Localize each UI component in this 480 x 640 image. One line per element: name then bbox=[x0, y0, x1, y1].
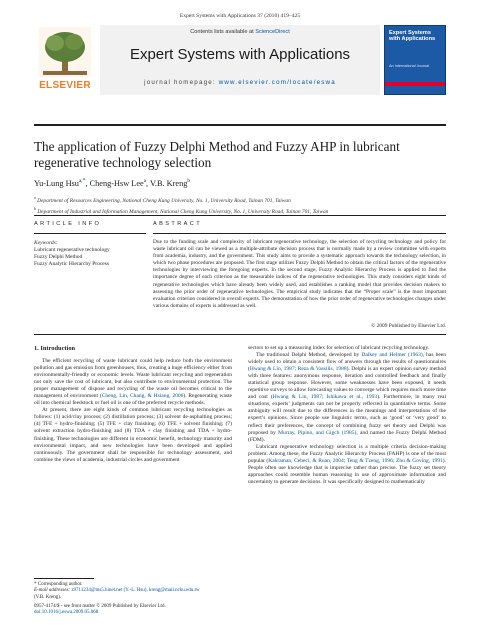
affiliations bbox=[34, 194, 446, 216]
contents-line bbox=[100, 29, 380, 35]
affiliation-text: Department of Resources Engineering, National Cheng Kung University, No. 1, University Road, Tainan 701, Taiwan bbox=[37, 197, 291, 204]
masthead-banner bbox=[100, 25, 380, 95]
cover-title: Expert Systems with Applications bbox=[389, 30, 436, 43]
body-column-right bbox=[248, 345, 446, 486]
homepage-prefix: journal homepage: bbox=[144, 79, 219, 86]
author-affiliation-mark: a bbox=[143, 179, 146, 184]
journal-cover-thumbnail[interactable] bbox=[384, 25, 446, 95]
text-run: , has been widely used to obtain a consistent flow of answers through the results of questionnaires ( bbox=[248, 352, 446, 373]
abstract-text: Due to the funding scale and complexity of lubricant regenerative technology, the selection of recycling technology and policy for waste lubricant oil can be viewed as a multiple-attribute decision process that is normally made by a review committee with experts from academia, industry, and the government. This study aims to provide a systematic approach towards the technology selection, in which two phase procedures are proposed. The first stage utilizes Fuzzy Delphi Method to obtain the critical factors of the regenerative technologies by interviewing the foregoing experts. In the second stage, Fuzzy Analytic Hierarchy Process is applied to find the importance degree of each criterion as the measurable indices of the regenerative technologies. This study considers eight kinds of regenerative technologies which have already been widely used, and establishes a ranking model that provides decision makers to assessing the prior order of regenerative technologies. The empirical study indicates that the “Proper scale” is the most important evaluation criterion considered in overall experts. The demonstration of how the prior order of regenerative technologies changes under various domains of experts is addressed as well. bbox=[153, 239, 446, 309]
keyword-item[interactable]: Fuzzy Analytic Hierarchy Process bbox=[34, 261, 109, 267]
cover-stripe bbox=[385, 82, 446, 86]
body-paragraph bbox=[248, 352, 446, 444]
affiliation-line bbox=[34, 205, 446, 216]
affiliation-mark: b bbox=[34, 205, 36, 211]
citation-link[interactable]: Kahraman, Cebeci, & Ruan, 2004; Teng & Tzeng, 1996; Zhu & Goving, 1991 bbox=[268, 457, 443, 464]
email-links[interactable]: z9711234@ms5.hinet.net (Y.-L. Hsu), kreng@mail.ncku.edu.tw bbox=[71, 588, 200, 594]
abstract-rule bbox=[153, 233, 446, 234]
body-paragraph bbox=[248, 444, 446, 486]
abstract-bottom-rule bbox=[34, 334, 446, 335]
keyword-item[interactable]: Fuzzy Delphi Method bbox=[34, 254, 83, 260]
author-affiliation-mark: b bbox=[187, 179, 190, 184]
author-separator: , bbox=[85, 178, 90, 188]
issn-line: 0957-4174/$ - see front matter © 2009 Published by Elsevier Ltd. bbox=[34, 604, 166, 609]
corresponding-author-footnote bbox=[34, 582, 232, 601]
issn-block bbox=[34, 604, 254, 617]
header-rule bbox=[34, 215, 446, 216]
affiliation-text: Department of Industrial and Information Management, National Cheng Kung University, No. 1, University Road, Tainan 701, Taiwan bbox=[37, 208, 329, 215]
keywords-block bbox=[34, 240, 146, 268]
text-run: The efficient recycling of waste lubricant could help reduce both the environment pollution and gas emission from greenhouses, thus, creating a huge efficiency either from environmentally-friendly or economic levels. Waste lubricant recycling and regeneration not only save the cost of lubricant, but also contribute to environmental protection. The proper management of dispose and recycling of the waste oil becomes critical to the management of environment ( bbox=[34, 358, 232, 400]
author-name[interactable]: V.B. Kreng bbox=[149, 178, 188, 188]
corresponding-author-label: * Corresponding author. bbox=[34, 582, 83, 587]
email-prefix: E-mail addresses: bbox=[34, 588, 72, 594]
homepage-link[interactable]: www.elsevier.com/locate/eswa bbox=[218, 79, 336, 86]
citation-link[interactable]: Dalkey and Helmer (1963) bbox=[361, 352, 423, 359]
text-run: The traditional Delphi Method, developed by bbox=[256, 352, 362, 359]
citation-link[interactable]: Cheng, Lin, Chang, & Hsiang, 2006 bbox=[101, 393, 184, 400]
author-name[interactable]: Yu-Lung Hsu bbox=[34, 178, 79, 188]
author-separator: , bbox=[145, 178, 150, 188]
corresponding-author-mark[interactable]: * bbox=[82, 178, 86, 184]
citation-link[interactable]: Hwang & Lin, 1987; Ishikawa et al., 1993 bbox=[272, 394, 378, 401]
publisher-logo[interactable] bbox=[34, 25, 96, 95]
journal-homepage-line bbox=[100, 79, 380, 86]
text-run: , and named the Fuzzy Delphi Method (FDM). bbox=[248, 429, 446, 443]
affiliation-line bbox=[34, 194, 446, 205]
masthead-rule bbox=[34, 124, 446, 126]
section-heading: 1. Introduction bbox=[34, 345, 76, 352]
abstract-heading: ABSTRACT bbox=[153, 221, 203, 227]
text-run: ). Delphi is an expert opinion survey method with three features: anonymous response, iteration and controlled feedback and finally statistical group response. However, some weaknesses have been exposed, it needs repetitive surveys to allow forecasting values to converge which requires much more time and cost ( bbox=[248, 366, 446, 401]
author-affiliation-mark: a, bbox=[78, 179, 83, 184]
footnote-rule bbox=[34, 578, 94, 579]
citation-link[interactable]: Hwang & Lin, 1987; Reza & Vassilis, 1988 bbox=[249, 366, 347, 373]
publisher-wordmark: ELSEVIER bbox=[39, 80, 91, 91]
journal-name[interactable]: Expert Systems with Applications bbox=[129, 46, 351, 63]
email-suffix: (V.B. Kreng). bbox=[34, 594, 62, 600]
doi-link[interactable]: doi:10.1016/j.eswa.2009.05.068 bbox=[34, 610, 99, 616]
article-title: The application of Fuzzy Delphi Method and Fuzzy AHP in lubricant regenerative technology selection bbox=[34, 139, 400, 170]
affiliation-mark: a bbox=[34, 195, 36, 200]
article-info-heading: ARTICLE INFO bbox=[34, 221, 102, 227]
citation-link[interactable]: Murray, Pipino, and Gigch (1985) bbox=[278, 429, 357, 436]
body-paragraph: At present, there are eight kinds of common lubricant recycling technologies as follows: (1) acid/clay process; (2) distillation process; (3) solvent de-asphalting process; (4) TFE + hydro-finishing; (5) TFE + clay finishing; (6) TFE + solvent finishing; (7) solvent extraction hydro-finishing and (8) TDA + clay finishing and TDA + hydro-finishing. These technologies are different in economic benefit, technology maturity and environmental impact, and new technologies have been developed and applied continuously. The government shall be responsible for technology assessment, and combine the views of academia, industrial circles and government bbox=[34, 407, 232, 463]
cover-subtitle: An International Journal bbox=[389, 64, 430, 68]
abstract-copyright: © 2009 Published by Elsevier Ltd. bbox=[371, 323, 446, 329]
author-list bbox=[34, 178, 190, 188]
sciencedirect-link[interactable]: ScienceDirect bbox=[255, 29, 290, 35]
author-name[interactable]: Cheng-Hsw Lee bbox=[89, 178, 144, 188]
text-run: ). Furthermore, in many real situations, experts’ judgments can not be properly reflected in quantitative terms. Some ambiguity will result due to the differences in the meanings and interpretations of the expert’s opinions. Since people use linguistic terms, such as ‘good’ or ‘very good’ to reflect their preferences, the concept of combining fuzzy set theory and Delphi was proposed by bbox=[248, 394, 446, 436]
elsevier-tree-icon bbox=[39, 27, 91, 77]
article-info-rule bbox=[34, 233, 146, 234]
text-run: Lubricant regenerative technology selection is a multiple criteria decision-making problem. Among these, the Fuzzy Analytic Hierarchy Process (FAHP) is one of the most popular ( bbox=[248, 443, 446, 464]
keywords-label: Keywords: bbox=[34, 240, 58, 246]
contents-prefix: Contents lists available at bbox=[190, 29, 256, 35]
keyword-item[interactable]: Lubricant regenerative technology bbox=[34, 247, 110, 253]
body-column-left bbox=[34, 345, 232, 464]
body-paragraph bbox=[34, 358, 232, 407]
body-paragraph: sectors to set up a measuring index for selection of lubricant recycling technology. bbox=[248, 345, 430, 351]
running-head: Expert Systems with Applications 37 (2010) 419–425 bbox=[179, 13, 301, 19]
journal-masthead bbox=[34, 25, 446, 97]
text-run: ). Regenerating waste oil into chemical feedstock or fuel oil is one of the preferred recycle methods. bbox=[34, 393, 232, 407]
text-run: ). People often use knowledge that is imprecise rather than precise. The fuzzy set theory approaches could resemble human reasoning in use of approximate information and uncertainty to generate decisions. It was specifically designed to mathematically bbox=[248, 457, 446, 485]
